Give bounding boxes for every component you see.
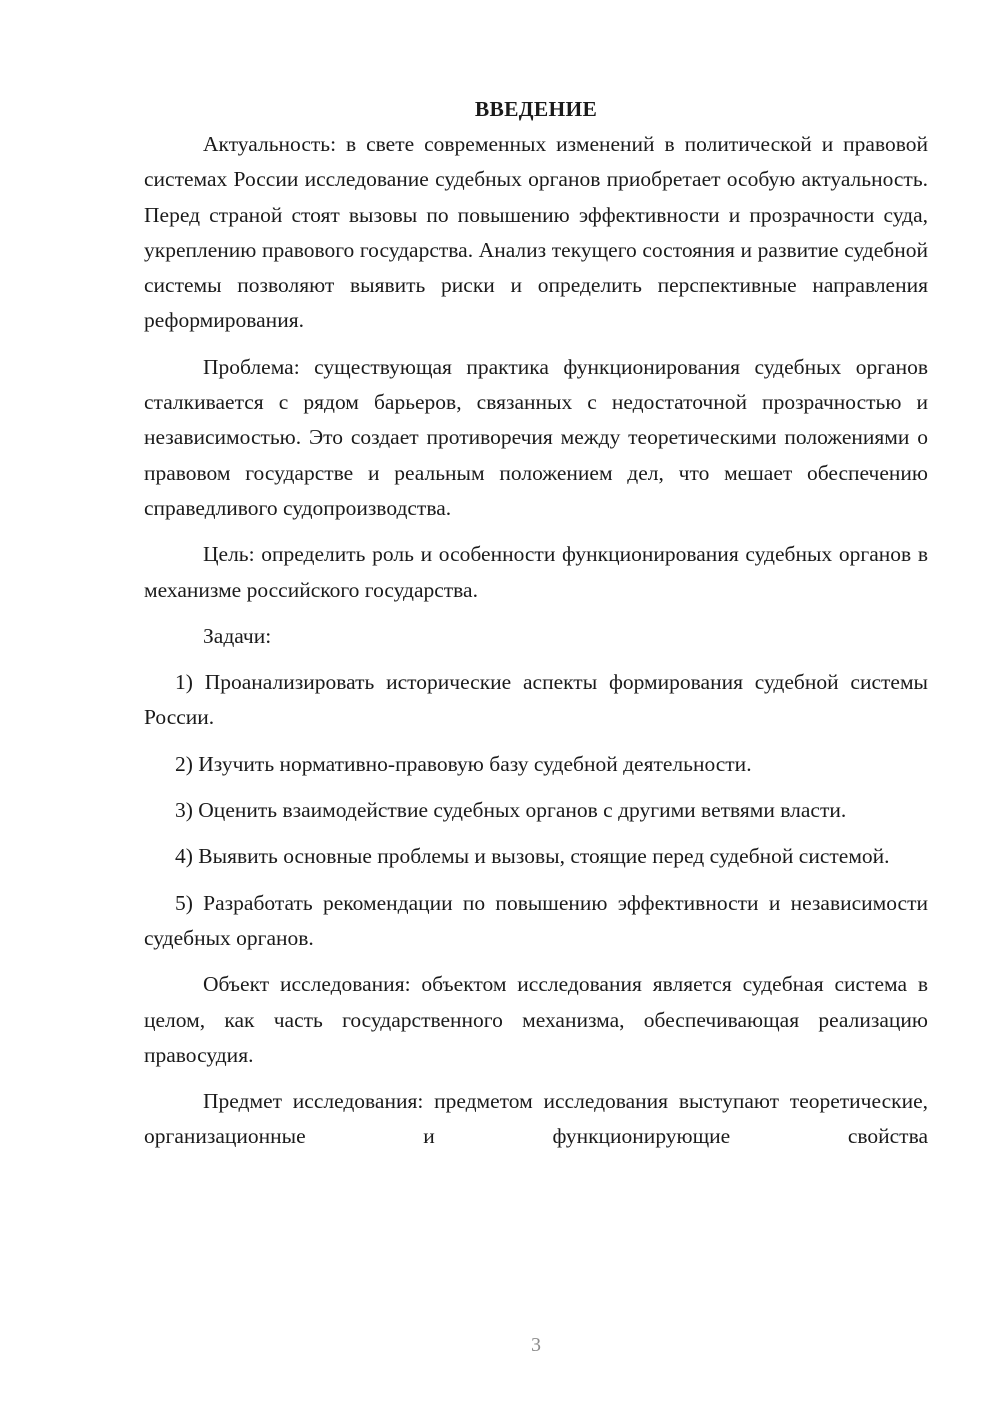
page-number: 3 [531,1334,541,1356]
tasks-heading: Задачи: [203,623,272,648]
goal-paragraph: Цель: определить роль и особенности функционирования судебных органов в механизме российского государства. [144,542,928,602]
task-item-2: 2) Изучить нормативно-правовую базу судебной деятельности. [175,751,752,776]
task-item-4: 4) Выявить основные проблемы и вызовы, стоящие перед судебной системой. [175,844,890,869]
task-item-1: 1) Проанализировать исторические аспекты формирования судебной системы России. [144,670,928,730]
task-item-5: 5) Разработать рекомендации по повышению эффективности и независимости судебных органов. [144,890,928,950]
problem-paragraph: Проблема: существующая практика функционирования судебных органов сталкивается с рядом барьеров, связанных с недостаточной прозрачностью и независимостью. Это создает противоречия между теоретическими положениями о правовом государстве и реальным положением дел, что мешает обеспечению справедливого судопроизводства. [144,354,928,520]
task-item-3: 3) Оценить взаимодействие судебных органов с другими ветвями власти. [175,798,847,823]
section-title: ВВЕДЕНИЕ [474,97,598,121]
subject-paragraph: Предмет исследования: предметом исследования выступают теоретические, организационные и функционирующие свойства [144,1089,928,1149]
object-paragraph: Объект исследования: объектом исследования является судебная система в целом, как часть государственного механизма, обеспечивающая реализацию правосудия. [144,972,928,1067]
document-page [144,92,928,1155]
relevance-paragraph: Актуальность: в свете современных изменений в политической и правовой системах России исследование судебных органов приобретает особую актуальность. Перед страной стоят вызовы по повышению эффективности и прозрачности суда, укреплению правового государства. Анализ текущего состояния и развитие судебной системы позволяют выявить риски и определить перспективные направления реформирования. [144,132,928,333]
